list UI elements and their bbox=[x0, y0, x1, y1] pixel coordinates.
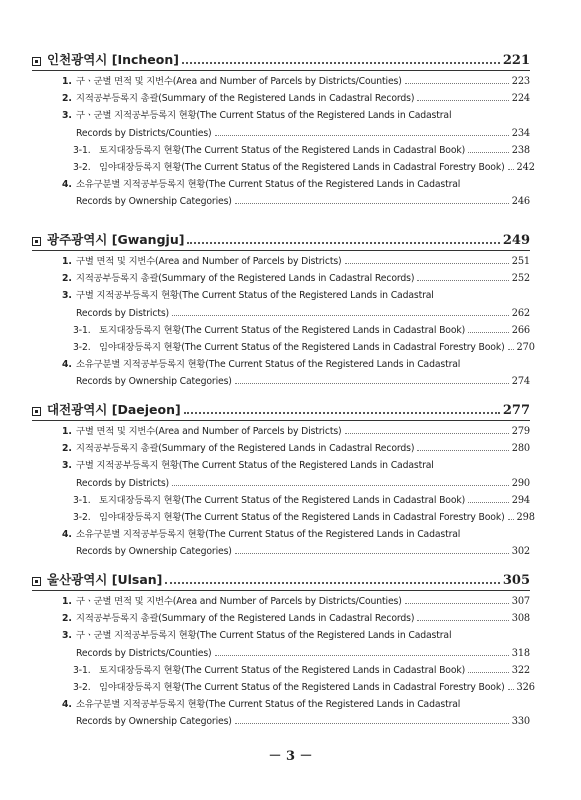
toc-entry[interactable] bbox=[62, 422, 530, 437]
entry-page-number: 223 bbox=[511, 76, 530, 87]
entry-page-number: 302 bbox=[511, 546, 530, 558]
toc-entry[interactable] bbox=[76, 644, 530, 659]
toc-entry[interactable] bbox=[62, 269, 530, 284]
toc-entry[interactable] bbox=[73, 321, 530, 336]
toc-entry[interactable] bbox=[76, 542, 530, 557]
entry-title: Records by Ownership Categories) bbox=[76, 196, 232, 208]
entry-page-number: 266 bbox=[511, 324, 530, 336]
toc-entry[interactable] bbox=[76, 304, 530, 319]
toc-entry[interactable] bbox=[73, 508, 535, 523]
entry-title: 지적공부등록지 총괄(Summary of the Registered Lands in Cadastral Records) bbox=[76, 273, 415, 285]
entry-page-number: 308 bbox=[511, 613, 530, 625]
entry-page-number: 246 bbox=[511, 196, 530, 208]
entry-page-number: 290 bbox=[511, 477, 530, 489]
entry-number: 3-2. bbox=[73, 162, 91, 173]
dot-leader bbox=[184, 412, 500, 414]
toc-entry-line bbox=[62, 106, 530, 121]
entry-page-number: 252 bbox=[511, 273, 530, 285]
entry-page-number: 279 bbox=[511, 426, 530, 437]
section-title: 울산광역시 [Ulsan] bbox=[47, 572, 163, 587]
entry-page-number: 280 bbox=[511, 443, 530, 455]
toc-entry[interactable] bbox=[73, 141, 530, 156]
entry-title: 구ㆍ군별 면적 및 지번수(Area and Number of Parcels by Districts/Counties) bbox=[76, 596, 402, 607]
toc-entry[interactable] bbox=[73, 491, 530, 506]
entry-number: 3-1. bbox=[73, 494, 91, 506]
entry-number: 1. bbox=[62, 426, 72, 437]
dot-leader bbox=[468, 672, 509, 673]
toc-entry-line bbox=[62, 525, 530, 540]
entry-title: Records by Ownership Categories) bbox=[76, 546, 232, 558]
entry-title: 구별 지적공부등록지 현황(The Current Status of the Registered Lands in Cadastral bbox=[76, 460, 434, 472]
entry-page-number: 234 bbox=[511, 127, 530, 139]
entry-number: 3. bbox=[62, 290, 72, 302]
entry-title: 지적공부등록지 총괄(Summary of the Registered Lands in Cadastral Records) bbox=[76, 93, 415, 105]
entry-title: 구ㆍ군별 지적공부등록지 현황(The Current Status of the Registered Lands in Cadastral bbox=[76, 110, 452, 122]
entry-page-number: 270 bbox=[516, 342, 535, 353]
dot-leader bbox=[235, 383, 509, 384]
dot-leader bbox=[215, 135, 509, 136]
entry-title: Records by Districts) bbox=[76, 477, 169, 489]
entry-title: 소유구분별 지적공부등록지 현황(The Current Status of the Registered Lands in Cadastral bbox=[76, 529, 461, 541]
entry-title: 토지대장등록지 현황(The Current Status of the Registered Lands in Cadastral Book) bbox=[99, 324, 466, 336]
entry-page-number: 326 bbox=[516, 682, 535, 693]
entry-page-number: 238 bbox=[511, 144, 530, 156]
entry-title: 지적공부등록지 총괄(Summary of the Registered Lands in Cadastral Records) bbox=[76, 443, 415, 455]
dot-leader bbox=[468, 152, 509, 153]
toc-entry[interactable] bbox=[62, 592, 530, 607]
entry-title: 토지대장등록지 현황(The Current Status of the Registered Lands in Cadastral Book) bbox=[99, 664, 466, 676]
entry-title: Records by Districts/Counties) bbox=[76, 127, 212, 139]
entry-title: Records by Districts) bbox=[76, 307, 169, 319]
entry-number: 4. bbox=[62, 179, 72, 191]
entry-title: 소유구분별 지적공부등록지 현황(The Current Status of the Registered Lands in Cadastral bbox=[76, 179, 461, 191]
entry-page-number: 318 bbox=[511, 647, 530, 659]
dot-leader bbox=[417, 450, 508, 451]
toc-entry[interactable] bbox=[76, 192, 530, 207]
dot-leader bbox=[235, 553, 509, 554]
entry-title: 임야대장등록지 현황(The Current Status of the Registered Lands in Cadastral Forestry Book) bbox=[99, 342, 505, 353]
toc-entry[interactable] bbox=[76, 474, 530, 489]
dot-leader bbox=[345, 263, 509, 264]
dot-leader bbox=[405, 83, 509, 84]
entry-page-number: 330 bbox=[511, 716, 530, 728]
toc-entry-line bbox=[62, 695, 530, 710]
dot-leader bbox=[417, 280, 508, 281]
entry-number: 4. bbox=[62, 359, 72, 371]
section-rule bbox=[32, 250, 530, 251]
square-bullet-icon bbox=[32, 57, 41, 66]
square-bullet-icon bbox=[32, 407, 41, 416]
toc-entry-line bbox=[62, 456, 530, 471]
entry-number: 3. bbox=[62, 110, 72, 122]
square-bullet-icon bbox=[32, 577, 41, 586]
entry-title: 임야대장등록지 현황(The Current Status of the Registered Lands in Cadastral Forestry Book) bbox=[99, 512, 505, 523]
entry-number: 3. bbox=[62, 460, 72, 472]
entry-number: 3-2. bbox=[73, 512, 91, 523]
dot-leader bbox=[345, 433, 509, 434]
dot-leader bbox=[417, 100, 508, 101]
page-number: － 3 － bbox=[268, 749, 313, 764]
entry-title: 구별 면적 및 지번수(Area and Number of Parcels by Districts) bbox=[76, 256, 342, 267]
toc-entry[interactable] bbox=[62, 439, 530, 454]
entry-number: 3-2. bbox=[73, 682, 91, 693]
dot-leader bbox=[235, 723, 509, 724]
entry-title: 임야대장등록지 현황(The Current Status of the Registered Lands in Cadastral Forestry Book) bbox=[99, 162, 505, 173]
entry-number: 3. bbox=[62, 630, 72, 642]
dot-leader bbox=[187, 242, 499, 244]
entry-title: 구ㆍ군별 면적 및 지번수(Area and Number of Parcels by Districts/Counties) bbox=[76, 76, 402, 87]
entry-title: 소유구분별 지적공부등록지 현황(The Current Status of the Registered Lands in Cadastral bbox=[76, 359, 461, 371]
toc-entry[interactable] bbox=[73, 338, 535, 353]
section-page-number: 277 bbox=[502, 403, 530, 418]
dot-leader bbox=[405, 603, 509, 604]
dot-leader bbox=[215, 655, 509, 656]
dot-leader bbox=[172, 315, 509, 316]
section-header[interactable] bbox=[32, 52, 530, 68]
entry-number: 4. bbox=[62, 529, 72, 541]
entry-title: 소유구분별 지적공부등록지 현황(The Current Status of the Registered Lands in Cadastral bbox=[76, 699, 461, 711]
dot-leader bbox=[468, 502, 509, 503]
toc-entry[interactable] bbox=[62, 609, 530, 624]
section-header[interactable] bbox=[32, 232, 530, 248]
entry-title: 토지대장등록지 현황(The Current Status of the Registered Lands in Cadastral Book) bbox=[99, 144, 466, 156]
toc-entry[interactable] bbox=[62, 252, 530, 267]
section-rule bbox=[32, 420, 530, 421]
entry-page-number: 224 bbox=[511, 93, 530, 105]
entry-number: 2. bbox=[62, 443, 72, 455]
entry-number: 4. bbox=[62, 699, 72, 711]
square-bullet-icon bbox=[32, 237, 41, 246]
entry-page-number: 242 bbox=[516, 162, 535, 173]
entry-page-number: 274 bbox=[511, 376, 530, 388]
section-page-number: 249 bbox=[502, 233, 530, 248]
toc-entry[interactable] bbox=[73, 678, 535, 693]
entry-number: 1. bbox=[62, 256, 72, 267]
entry-title: 지적공부등록지 총괄(Summary of the Registered Lands in Cadastral Records) bbox=[76, 613, 415, 625]
entry-title: 구별 면적 및 지번수(Area and Number of Parcels by Districts) bbox=[76, 426, 342, 437]
section-page-number: 221 bbox=[502, 53, 530, 68]
toc-entry[interactable] bbox=[76, 712, 530, 727]
toc-entry-line bbox=[62, 175, 530, 190]
dot-leader bbox=[508, 349, 514, 350]
dot-leader bbox=[235, 203, 509, 204]
section-title: 광주광역시 [Gwangju] bbox=[47, 232, 185, 247]
section-rule bbox=[32, 590, 530, 591]
entry-title: 토지대장등록지 현황(The Current Status of the Registered Lands in Cadastral Book) bbox=[99, 494, 466, 506]
entry-number: 1. bbox=[62, 596, 72, 607]
section-header[interactable] bbox=[32, 402, 530, 418]
entry-number: 3-1. bbox=[73, 664, 91, 676]
entry-title: Records by Ownership Categories) bbox=[76, 716, 232, 728]
entry-number: 2. bbox=[62, 613, 72, 625]
toc-entry-line bbox=[62, 286, 530, 301]
entry-page-number: 322 bbox=[511, 664, 530, 676]
entry-number: 1. bbox=[62, 76, 72, 87]
entry-title: 구별 지적공부등록지 현황(The Current Status of the Registered Lands in Cadastral bbox=[76, 290, 434, 302]
entry-number: 2. bbox=[62, 93, 72, 105]
toc-entry[interactable] bbox=[73, 661, 530, 676]
entry-page-number: 294 bbox=[511, 494, 530, 506]
toc-entry[interactable] bbox=[62, 72, 530, 87]
toc-entry-line bbox=[62, 355, 530, 370]
entry-page-number: 307 bbox=[511, 596, 530, 607]
section-header[interactable] bbox=[32, 572, 530, 588]
dot-leader bbox=[468, 332, 509, 333]
dot-leader bbox=[417, 620, 508, 621]
toc-entry-line bbox=[62, 626, 530, 641]
entry-title: Records by Ownership Categories) bbox=[76, 376, 232, 388]
dot-leader bbox=[182, 62, 500, 64]
toc-entry[interactable] bbox=[76, 124, 530, 139]
section-title: 대전광역시 [Daejeon] bbox=[47, 402, 181, 417]
dot-leader bbox=[508, 169, 514, 170]
section-page-number: 305 bbox=[502, 573, 530, 588]
entry-page-number: 262 bbox=[511, 307, 530, 319]
section-title: 인천광역시 [Incheon] bbox=[47, 52, 179, 67]
toc-entry[interactable] bbox=[73, 158, 535, 173]
dot-leader bbox=[172, 485, 509, 486]
entry-number: 2. bbox=[62, 273, 72, 285]
entry-number: 3-1. bbox=[73, 144, 91, 156]
section-rule bbox=[32, 70, 530, 71]
entry-title: Records by Districts/Counties) bbox=[76, 647, 212, 659]
toc-entry[interactable] bbox=[76, 372, 530, 387]
entry-page-number: 298 bbox=[516, 512, 535, 523]
entry-page-number: 251 bbox=[511, 256, 530, 267]
dot-leader bbox=[508, 689, 514, 690]
entry-title: 임야대장등록지 현황(The Current Status of the Registered Lands in Cadastral Forestry Book) bbox=[99, 682, 505, 693]
toc-entry[interactable] bbox=[62, 89, 530, 104]
dot-leader bbox=[165, 582, 499, 584]
entry-title: 구ㆍ군별 지적공부등록지 현황(The Current Status of the Registered Lands in Cadastral bbox=[76, 630, 452, 642]
entry-number: 3-1. bbox=[73, 324, 91, 336]
dot-leader bbox=[508, 519, 514, 520]
entry-number: 3-2. bbox=[73, 342, 91, 353]
